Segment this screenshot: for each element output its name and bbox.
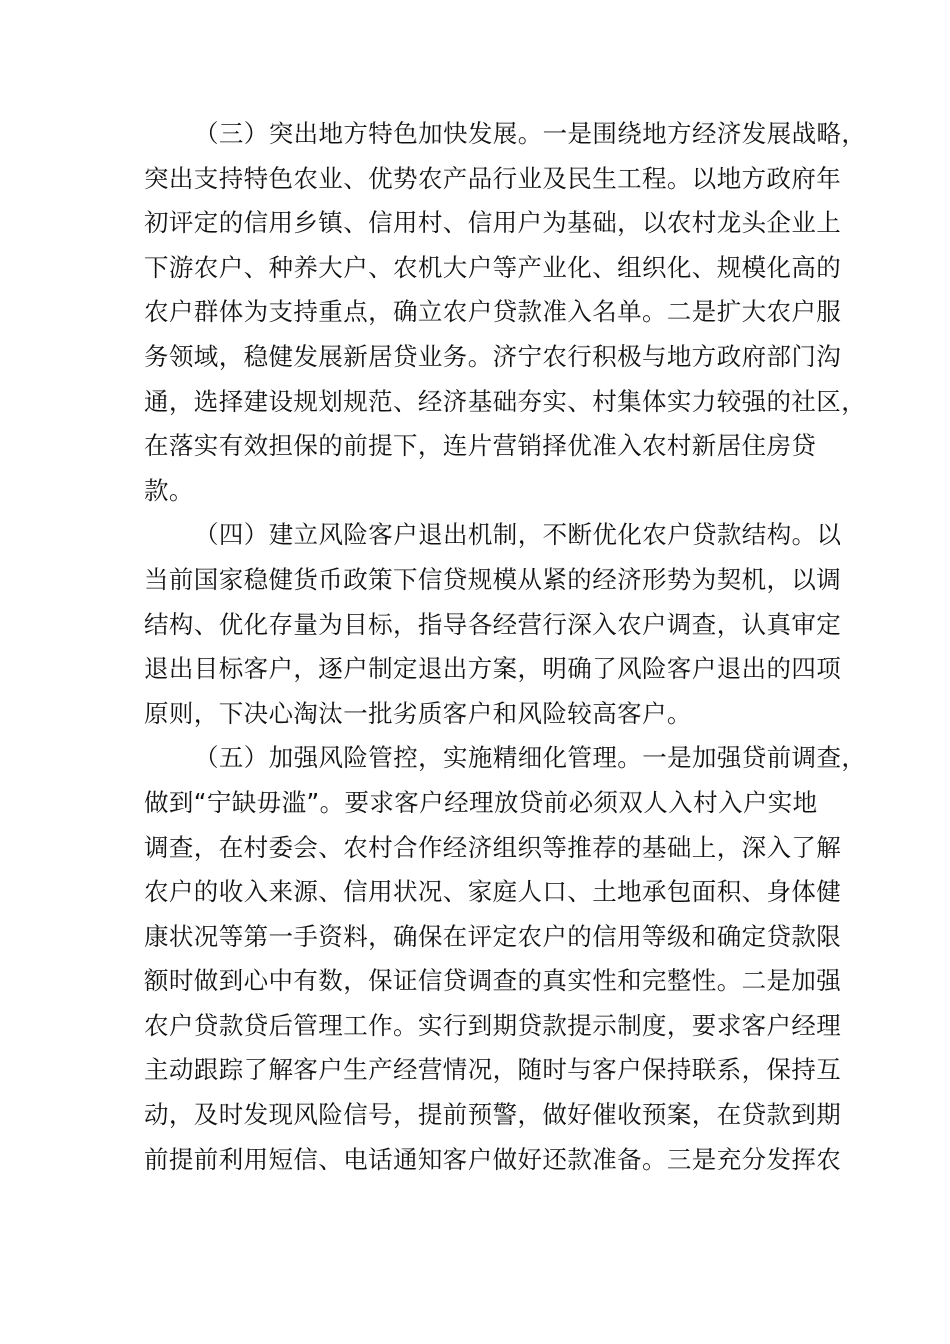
paragraph-line: 突出支持特色农业、优势农产品行业及民生工程。以地方政府年 [144,163,842,193]
paragraph-line: （四）建立风险客户退出机制，不断优化农户贷款结构。以 [194,520,842,550]
paragraph-line: 前提前利用短信、电话通知客户做好还款准备。三是充分发挥农 [144,1144,842,1174]
paragraph-line: 退出目标客户，逐户制定退出方案，明确了风险客户退出的四项 [144,654,842,684]
paragraph-5 [144,736,867,1182]
paragraph-4 [144,513,842,736]
paragraph-line: 原则，下决心淘汰一批劣质客户和风险较高客户。 [144,698,692,728]
paragraph-3 [144,112,867,513]
paragraph-line: 农户贷款贷后管理工作。实行到期贷款提示制度，要求客户经理 [144,1010,842,1040]
paragraph-line: 额时做到心中有数，保证信贷调查的真实性和完整性。二是加强 [144,966,842,996]
paragraph-line: 结构、优化存量为目标，指导各经营行深入农户调查，认真审定 [144,609,842,639]
document-body [144,112,867,1182]
paragraph-line: 在落实有效担保的前提下，连片营销择优准入农村新居住房贷 [144,431,817,461]
paragraph-line: 初评定的信用乡镇、信用村、信用户为基础，以农村龙头企业上 [144,208,842,238]
paragraph-line: 款。 [144,475,194,505]
paragraph-line: 康状况等第一手资料，确保在评定农户的信用等级和确定贷款限 [144,921,842,951]
paragraph-line: 当前国家稳健货币政策下信贷规模从紧的经济形势为契机，以调 [144,564,842,594]
paragraph-line: 通，选择建设规划规范、经济基础夯实、村集体实力较强的社区， [144,386,867,416]
paragraph-line: 主动跟踪了解客户生产经营情况，随时与客户保持联系，保持互 [144,1055,842,1085]
paragraph-line: 做到“宁缺毋滥”。要求客户经理放贷前必须双人入村入户实地 [144,787,818,817]
paragraph-line: 农户的收入来源、信用状况、家庭人口、土地承包面积、身体健 [144,877,842,907]
paragraph-line: （五）加强风险管控，实施精细化管理。一是加强贷前调查， [194,743,867,773]
paragraph-line: 下游农户、种养大户、农机大户等产业化、组织化、规模化高的 [144,252,842,282]
paragraph-line: 农户群体为支持重点，确立农户贷款准入名单。二是扩大农户服 [144,297,842,327]
paragraph-line: （三）突出地方特色加快发展。一是围绕地方经济发展战略， [194,119,867,148]
paragraph-line: 动，及时发现风险信号，提前预警，做好催收预案，在贷款到期 [144,1100,842,1130]
paragraph-line: 调查，在村委会、农村合作经济组织等推荐的基础上，深入了解 [144,832,842,862]
paragraph-line: 务领域，稳健发展新居贷业务。济宁农行积极与地方政府部门沟 [144,341,842,371]
